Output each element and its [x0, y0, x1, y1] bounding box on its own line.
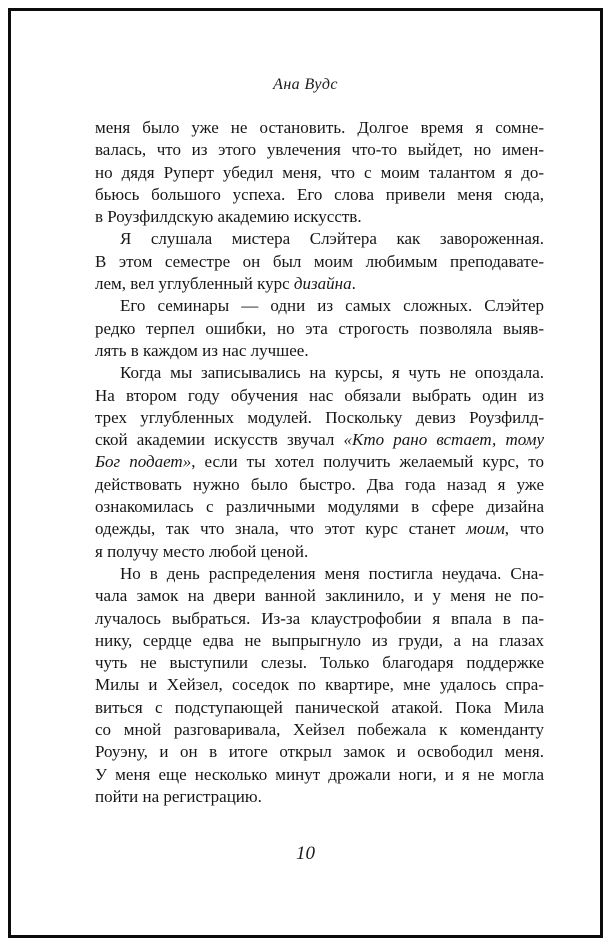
running-header-author: Ана Вудс — [273, 76, 338, 93]
text-line: Когда мы записывались на курсы, я чуть не опоздала. — [120, 363, 544, 383]
text-line: я получу место любой ценой. — [95, 541, 309, 561]
paragraph — [95, 295, 544, 362]
text-line: Но в день распределения меня постигла неудача. Сна- — [120, 563, 544, 583]
text-line: ской академии искусств звучал «Кто рано встает, тому — [95, 430, 544, 450]
text-line: одежды, так что знала, что этот курс станет моим, что — [95, 519, 544, 539]
text-line: Бог подает», если ты хотел получить желаемый курс, то — [95, 452, 544, 472]
text-block — [95, 117, 544, 808]
text-line: со мной разговаривала, Хейзел побежала к коменданту — [95, 720, 544, 740]
text-line: трех углубленных модулей. Поскольку девиз Роузфилд- — [95, 407, 544, 427]
text-line: в Роузфилдскую академию искусств. — [95, 207, 362, 227]
text-line: редко терпел ошибки, но эта строгость позволяла выяв- — [95, 318, 544, 338]
text-line: ознакомилась с различными модулями в сфере дизайна — [95, 497, 544, 517]
text-line: У меня еще несколько минут дрожали ноги, и я не могла — [95, 764, 544, 784]
paragraph — [95, 117, 544, 228]
text-line: бьюсь большого успеха. Его слова привели меня сюда, — [95, 184, 544, 204]
text-line: валась, что из этого увлечения что-то выйдет, но имен- — [95, 140, 544, 160]
text-line: нику, сердце едва не выпрыгнуло из груди, а на глазах — [95, 630, 544, 650]
text-line: Его семинары — одни из самых сложных. Слэйтер — [120, 296, 544, 316]
text-line: лучалось выбраться. Из-за клаустрофобии я впала в па- — [95, 608, 544, 628]
text-line: Роуэну, и он в итоге открыл замок и освободил меня. — [95, 742, 544, 762]
text-line: На втором году обучения нас обязали выбрать один из — [95, 385, 544, 405]
text-line: В этом семестре он был моим любимым преподавате- — [95, 251, 544, 271]
page-number: 10 — [296, 843, 315, 864]
paragraph — [95, 362, 544, 563]
text-line: виться с подступающей панической атакой. Пока Мила — [95, 697, 544, 717]
paragraph — [95, 563, 544, 808]
paragraph — [95, 228, 544, 295]
text-line: действовать нужно было быстро. Два года назад я уже — [95, 474, 544, 494]
text-line: пойти на регистрацию. — [95, 786, 262, 806]
text-line: чуть не выступили слезы. Только благодаря поддержке — [95, 653, 544, 673]
text-line: лять в каждом из нас лучшее. — [95, 340, 309, 360]
text-line: Я слушала мистера Слэйтера как завороженная. — [120, 229, 544, 249]
text-line: Милы и Хейзел, соседок по квартире, мне удалось спра- — [95, 675, 544, 695]
text-line: лем, вел углубленный курс дизайна. — [95, 274, 356, 294]
text-line: но дядя Руперт убедил меня, что с моим талантом я до- — [95, 162, 544, 182]
text-line: чала замок на двери ванной заклинило, и у меня не по- — [95, 586, 544, 606]
text-line: меня было уже не остановить. Долгое время я сомне- — [95, 118, 544, 137]
